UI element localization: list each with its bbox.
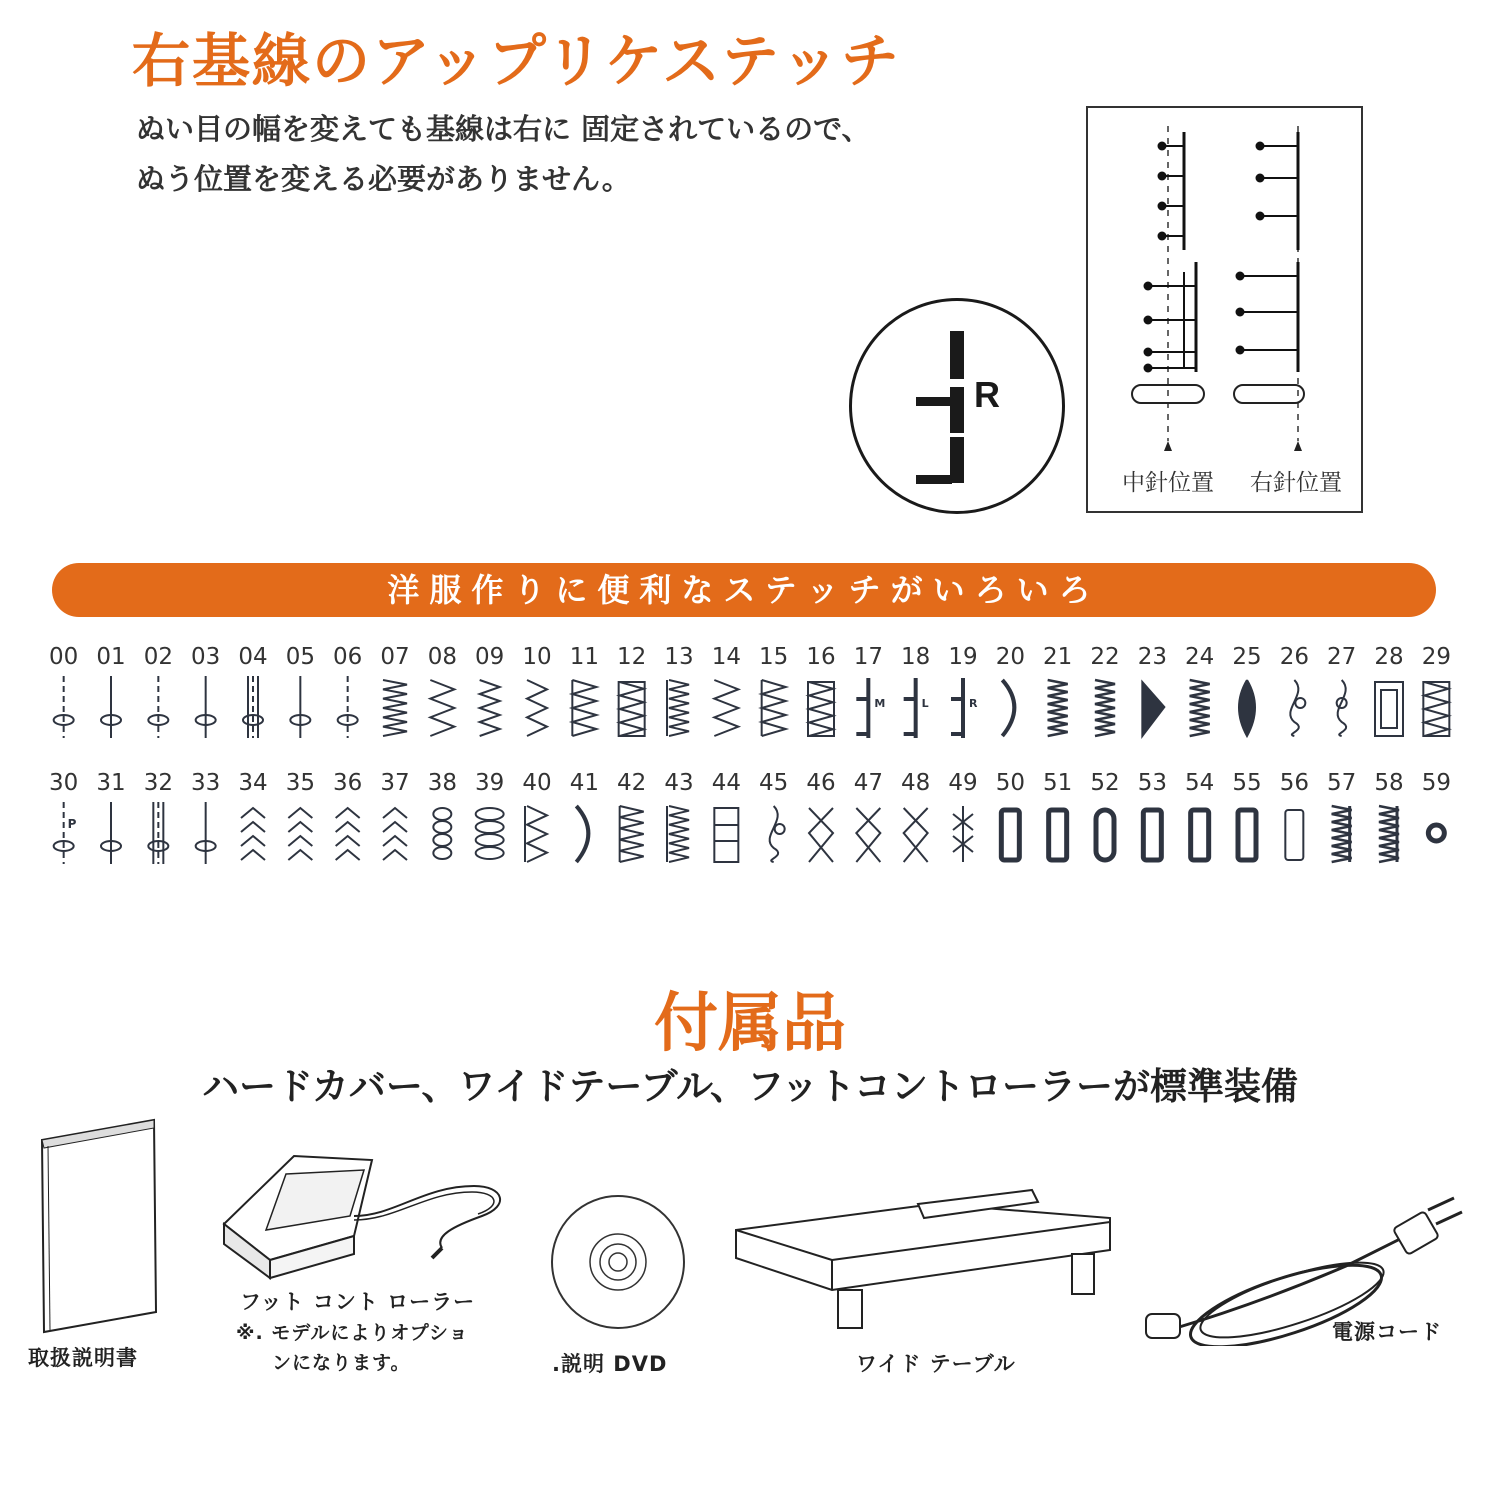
- dvd-image: [548, 1192, 688, 1332]
- stitch-number-51: 51: [1043, 770, 1073, 796]
- stitch-pattern-32: [148, 802, 168, 864]
- instruction-manual-image: [34, 1116, 164, 1340]
- foot-controller-note-2: ンになります。: [272, 1352, 411, 1374]
- stitch-pattern-09: [480, 680, 500, 736]
- stitch-number-06: 06: [333, 644, 363, 670]
- right-needle-label: 右針位置: [1250, 470, 1342, 496]
- stitch-pattern-45: [770, 806, 785, 862]
- stitch-pattern-55: [1238, 810, 1256, 860]
- stitch-number-29: 29: [1421, 644, 1451, 670]
- stitch-pattern-46: [809, 808, 833, 862]
- diagram-stitch-dot: [1236, 272, 1245, 281]
- stitch-number-40: 40: [522, 770, 552, 796]
- right-baseline-stitch-icon: [852, 301, 1062, 511]
- stitch-number-56: 56: [1279, 770, 1309, 796]
- diagram-stitch-dot: [1236, 346, 1245, 355]
- stitch-pattern-01: [101, 676, 121, 738]
- badge-letter: R: [974, 374, 1000, 415]
- stitch-pattern-22: [1095, 680, 1115, 736]
- stitch-pattern-37: [383, 808, 407, 860]
- stitch-number-55: 55: [1232, 770, 1262, 796]
- stitch-pattern-34: [241, 808, 265, 860]
- stitch-number-39: 39: [475, 770, 505, 796]
- foot-controller-icon: [214, 1146, 514, 1286]
- diagram-stitch-dot: [1144, 282, 1153, 291]
- stitch-pattern-02: [148, 676, 168, 738]
- stitch-number-22: 22: [1090, 644, 1120, 670]
- stitch-pattern-18: [904, 678, 929, 738]
- stitch-letter-17: M: [874, 697, 886, 710]
- stitch-number-35: 35: [285, 770, 315, 796]
- stitch-number-47: 47: [853, 770, 883, 796]
- stitch-pattern-53: [1143, 810, 1161, 860]
- stitch-number-12: 12: [617, 644, 647, 670]
- stitch-pattern-38: [433, 808, 451, 859]
- stitch-pattern-41: [576, 806, 588, 862]
- stitch-pattern-16: [808, 682, 834, 736]
- diagram-stitch-dot: [1158, 142, 1167, 151]
- dvd-label: .説明 DVD: [552, 1352, 668, 1376]
- stitch-letter-30: P: [67, 817, 77, 831]
- stitch-number-27: 27: [1327, 644, 1357, 670]
- stitch-pattern-31: [101, 802, 121, 864]
- stitch-number-24: 24: [1185, 644, 1215, 670]
- stitch-number-14: 14: [711, 644, 741, 670]
- manual-label: 取扱説明書: [28, 1346, 138, 1370]
- wide-table-image: [728, 1184, 1120, 1336]
- stitch-number-57: 57: [1327, 770, 1357, 796]
- stitch-number-11: 11: [569, 644, 599, 670]
- stitch-number-36: 36: [333, 770, 363, 796]
- stitch-pattern-27: [1337, 680, 1347, 736]
- foot-controller-image: [214, 1146, 514, 1286]
- stitch-number-04: 04: [238, 644, 268, 670]
- stitch-pattern-13: [667, 680, 689, 736]
- stitch-pattern-10: [527, 680, 547, 736]
- stitch-number-46: 46: [806, 770, 836, 796]
- stitch-pattern-28: [1375, 682, 1403, 736]
- stitch-pattern-12: [619, 682, 645, 736]
- stitch-pattern-05: [290, 676, 310, 738]
- wide-table-icon: [728, 1184, 1120, 1336]
- stitch-number-43: 43: [664, 770, 694, 796]
- accessories-subtitle: ハードカバー、ワイドテーブル、フットコントローラーが標準装備: [202, 1065, 1298, 1108]
- stitch-pattern-24: [1190, 680, 1210, 736]
- stitch-pattern-15: [762, 680, 786, 736]
- diagram-stitch-dot: [1256, 212, 1265, 221]
- stitch-pattern-21: [1048, 680, 1068, 736]
- stitch-pattern-26: [1290, 680, 1305, 736]
- stitch-pattern-52: [1096, 810, 1114, 860]
- stitch-pattern-07: [383, 680, 407, 736]
- stitch-pattern-57: [1332, 806, 1352, 862]
- stitch-number-08: 08: [427, 644, 457, 670]
- stitch-number-01: 01: [96, 644, 126, 670]
- stitch-number-17: 17: [853, 644, 883, 670]
- description-line-1: ぬい目の幅を変えても基線は右に 固定されているので、: [136, 112, 871, 146]
- stitch-number-25: 25: [1232, 644, 1262, 670]
- stitch-number-34: 34: [238, 770, 268, 796]
- stitch-pattern-29: [1423, 682, 1449, 736]
- stitch-number-18: 18: [901, 644, 931, 670]
- stitch-number-38: 38: [427, 770, 457, 796]
- stitch-pattern-17: [856, 678, 885, 738]
- stitch-pattern-11: [572, 680, 596, 736]
- stitch-pattern-40: [525, 806, 547, 862]
- center-needle-label: 中針位置: [1122, 470, 1214, 496]
- stitch-number-58: 58: [1374, 770, 1404, 796]
- stitch-pattern-06: [338, 676, 358, 738]
- stitch-pattern-59: [1428, 825, 1444, 841]
- stitch-number-19: 19: [948, 644, 978, 670]
- stitch-number-42: 42: [617, 770, 647, 796]
- stitch-pattern-08: [430, 680, 454, 736]
- stitch-number-07: 07: [380, 644, 410, 670]
- description-line-2: ぬう位置を変える必要がありません。: [136, 162, 631, 196]
- stitch-pattern-00: [54, 676, 74, 738]
- stitch-pattern-25: [1239, 680, 1255, 736]
- stitch-number-28: 28: [1374, 644, 1404, 670]
- wide-table-label: ワイド テーブル: [856, 1352, 1016, 1376]
- stitch-number-37: 37: [380, 770, 410, 796]
- stitch-pattern-36: [336, 808, 360, 860]
- needle-position-diagram: [1086, 106, 1363, 513]
- foot-controller-note-1: ※. モデルによりオプショ: [236, 1322, 469, 1344]
- stitch-pattern-03: [196, 676, 216, 738]
- section-title: 右基線のアップリケステッチ: [132, 27, 901, 95]
- stitch-number-21: 21: [1043, 644, 1073, 670]
- diagram-stitch-dot: [1144, 364, 1153, 373]
- stitch-number-59: 59: [1421, 770, 1451, 796]
- stitch-pattern-20: [1002, 680, 1014, 736]
- stitch-pattern-48: [904, 808, 928, 862]
- diagram-stitch-dot: [1256, 142, 1265, 151]
- stitch-number-50: 50: [995, 770, 1025, 796]
- stitch-pattern-58: [1379, 806, 1399, 862]
- stitch-pattern-56: [1285, 810, 1303, 860]
- stitch-number-15: 15: [759, 644, 789, 670]
- stitch-number-48: 48: [901, 770, 931, 796]
- stitch-letter-18: L: [921, 697, 929, 710]
- stitch-number-02: 02: [143, 644, 173, 670]
- stitch-number-41: 41: [569, 770, 599, 796]
- stitch-number-16: 16: [806, 644, 836, 670]
- accessories-title: 付属品: [654, 987, 846, 1061]
- stitch-number-53: 53: [1137, 770, 1167, 796]
- stitch-number-10: 10: [522, 644, 552, 670]
- stitch-variety-banner: 洋服作りに便利なステッチがいろいろ: [52, 563, 1436, 617]
- manual-icon: [34, 1116, 164, 1340]
- stitch-number-09: 09: [475, 644, 505, 670]
- stitch-number-52: 52: [1090, 770, 1120, 796]
- stitch-pattern-04: [243, 676, 263, 738]
- stitch-pattern-grid: [40, 632, 1460, 892]
- stitch-pattern-23: [1142, 682, 1164, 736]
- stitch-pattern-50: [1001, 810, 1019, 860]
- stitch-number-05: 05: [285, 644, 315, 670]
- diagram-stitch-dot: [1236, 308, 1245, 317]
- stitch-number-23: 23: [1137, 644, 1167, 670]
- stitch-pattern-svg: [40, 632, 1460, 892]
- stitch-pattern-14: [714, 680, 738, 736]
- stitch-pattern-43: [667, 806, 689, 862]
- stitch-number-33: 33: [191, 770, 221, 796]
- stitch-number-54: 54: [1185, 770, 1215, 796]
- stitch-pattern-54: [1191, 810, 1209, 860]
- stitch-pattern-35: [288, 808, 312, 860]
- diagram-stitch-dot: [1144, 348, 1153, 357]
- stitch-pattern-30: [54, 802, 77, 864]
- diagram-stitch-dot: [1158, 202, 1167, 211]
- stitch-pattern-39: [476, 808, 504, 859]
- stitch-number-31: 31: [96, 770, 126, 796]
- section-description: [136, 104, 871, 204]
- stitch-pattern-51: [1049, 810, 1067, 860]
- diagram-stitch-dot: [1158, 232, 1167, 241]
- stitch-number-26: 26: [1279, 644, 1309, 670]
- power-cord-label: 電源コード: [1332, 1320, 1442, 1344]
- diagram-stitch-dot: [1158, 172, 1167, 181]
- stitch-number-32: 32: [143, 770, 173, 796]
- foot-controller-label: フット コント ローラー: [240, 1290, 476, 1314]
- stitch-pattern-33: [196, 802, 216, 864]
- stitch-number-30: 30: [49, 770, 79, 796]
- needle-position-svg: [1086, 106, 1363, 513]
- stitch-pattern-47: [856, 808, 880, 862]
- stitch-number-13: 13: [664, 644, 694, 670]
- stitch-number-44: 44: [711, 770, 741, 796]
- stitch-number-45: 45: [759, 770, 789, 796]
- stitch-number-49: 49: [948, 770, 978, 796]
- diagram-stitch-dot: [1256, 174, 1265, 183]
- stitch-pattern-42: [620, 806, 644, 862]
- stitch-letter-19: R: [969, 697, 978, 710]
- stitch-pattern-44: [714, 808, 738, 862]
- stitch-pattern-49: [953, 806, 973, 862]
- stitch-number-00: 00: [49, 644, 79, 670]
- dvd-icon: [548, 1192, 688, 1332]
- right-baseline-stitch-badge: [849, 298, 1065, 514]
- stitch-pattern-19: [951, 678, 978, 738]
- stitch-number-20: 20: [995, 644, 1025, 670]
- stitch-number-03: 03: [191, 644, 221, 670]
- diagram-stitch-dot: [1144, 316, 1153, 325]
